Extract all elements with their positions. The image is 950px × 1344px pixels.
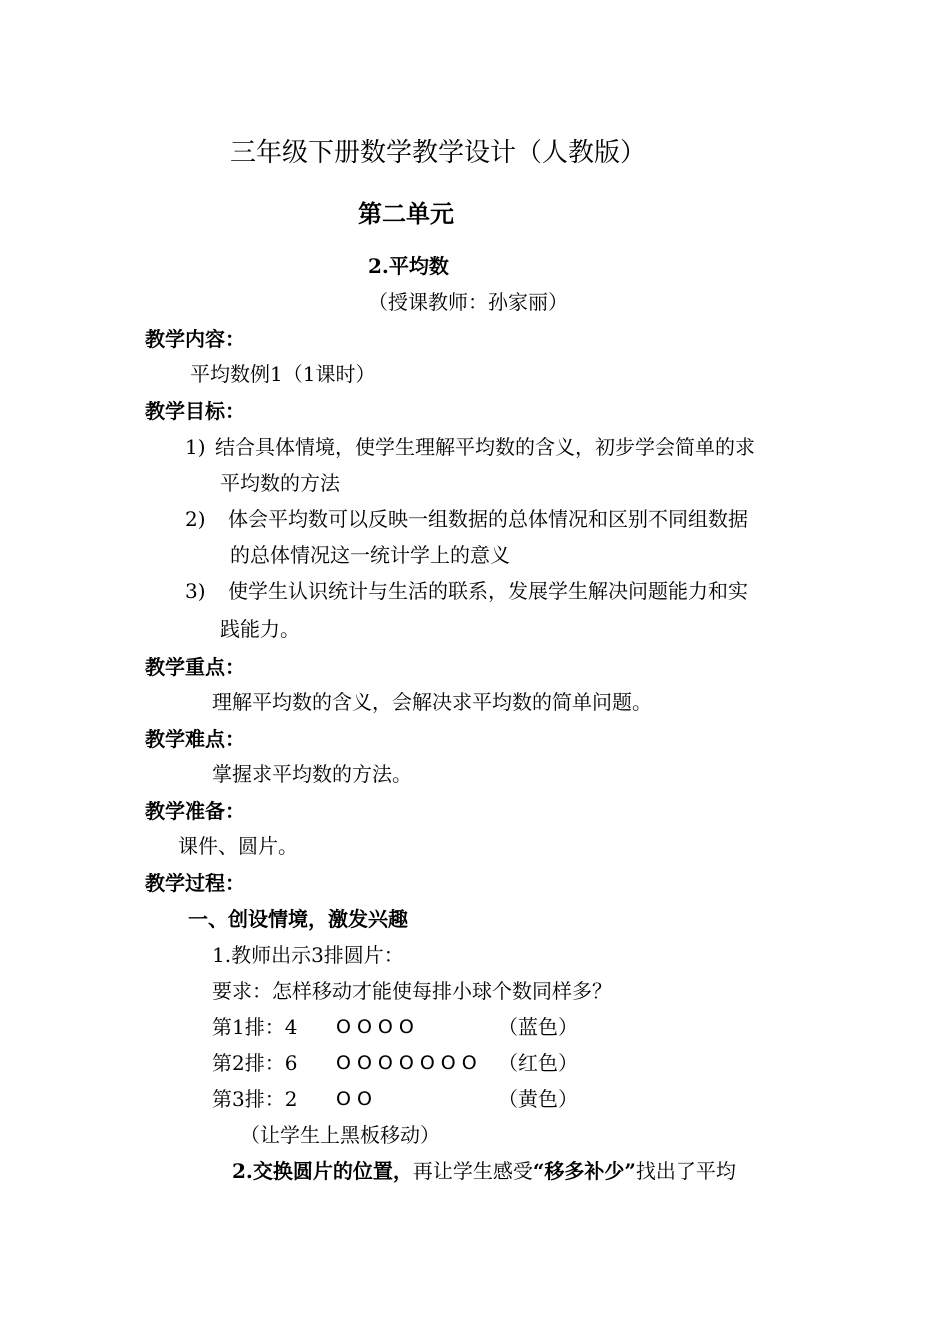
row-1-color: （蓝色） — [498, 1015, 578, 1039]
difficulties-text: 掌握求平均数的方法。 — [212, 762, 412, 786]
row-1-label: 第1排：4 — [212, 1015, 298, 1039]
objective-1-line1: 结合具体情境，使学生理解平均数的含义，初步学会简单的求 — [215, 435, 755, 459]
step-2-end: 找出了平均 — [635, 1159, 736, 1183]
row-2-color: （红色） — [498, 1051, 578, 1075]
objective-3-line2: 践能力。 — [220, 617, 300, 641]
blackboard-note: （让学生上黑板移动） — [240, 1123, 440, 1147]
document-title: 三年级下册数学教学设计（人教版） — [230, 138, 647, 168]
preparation-heading: 教学准备： — [145, 799, 245, 823]
preparation-text: 课件、圆片。 — [178, 834, 298, 858]
key-points-heading: 教学重点： — [145, 655, 245, 679]
unit-title: 第二单元 — [358, 199, 454, 228]
row-3-color: （黄色） — [498, 1087, 578, 1111]
step-1-text: 1.教师出示3排圆片： — [212, 943, 404, 967]
objective-3-line1: 使学生认识统计与生活的联系，发展学生解决问题能力和实 — [228, 579, 748, 603]
step-2-text — [232, 1158, 736, 1184]
step-2-mid: 再让学生感受 — [412, 1159, 533, 1183]
objective-2-line2: 的总体情况这一统计学上的意义 — [230, 543, 510, 567]
objective-1-line2: 平均数的方法 — [220, 471, 340, 495]
difficulties-heading: 教学难点： — [145, 727, 245, 751]
objective-2-number: 2) — [185, 507, 206, 531]
content-heading: 教学内容： — [145, 327, 245, 351]
objective-1-number: 1) — [185, 435, 206, 459]
teacher-line: （授课教师：孙家丽） — [368, 290, 568, 314]
key-points-text: 理解平均数的含义，会解决求平均数的简单问题。 — [212, 690, 652, 714]
process-heading: 教学过程： — [145, 871, 245, 895]
step-2-quote: “移多补少” — [532, 1159, 636, 1183]
objective-2-line1: 体会平均数可以反映一组数据的总体情况和区别不同组数据 — [228, 507, 748, 531]
objective-3-number: 3) — [185, 579, 206, 603]
section-1-heading: 一、创设情境，激发兴趣 — [188, 907, 408, 931]
content-text: 平均数例1（1课时） — [190, 362, 376, 386]
lesson-title: 2.平均数 — [368, 254, 449, 278]
row-3-label: 第3排：2 — [212, 1087, 298, 1111]
row-3-circles: OO — [336, 1088, 378, 1110]
step-2-bold: 2.交换圆片的位置， — [232, 1159, 413, 1183]
row-2-label: 第2排：6 — [212, 1051, 298, 1075]
row-2-circles: OOOOOOO — [336, 1052, 483, 1074]
objectives-heading: 教学目标： — [145, 399, 245, 423]
row-1-circles: OOOO — [336, 1016, 420, 1038]
requirement-text: 要求：怎样移动才能使每排小球个数同样多？ — [212, 979, 612, 1003]
